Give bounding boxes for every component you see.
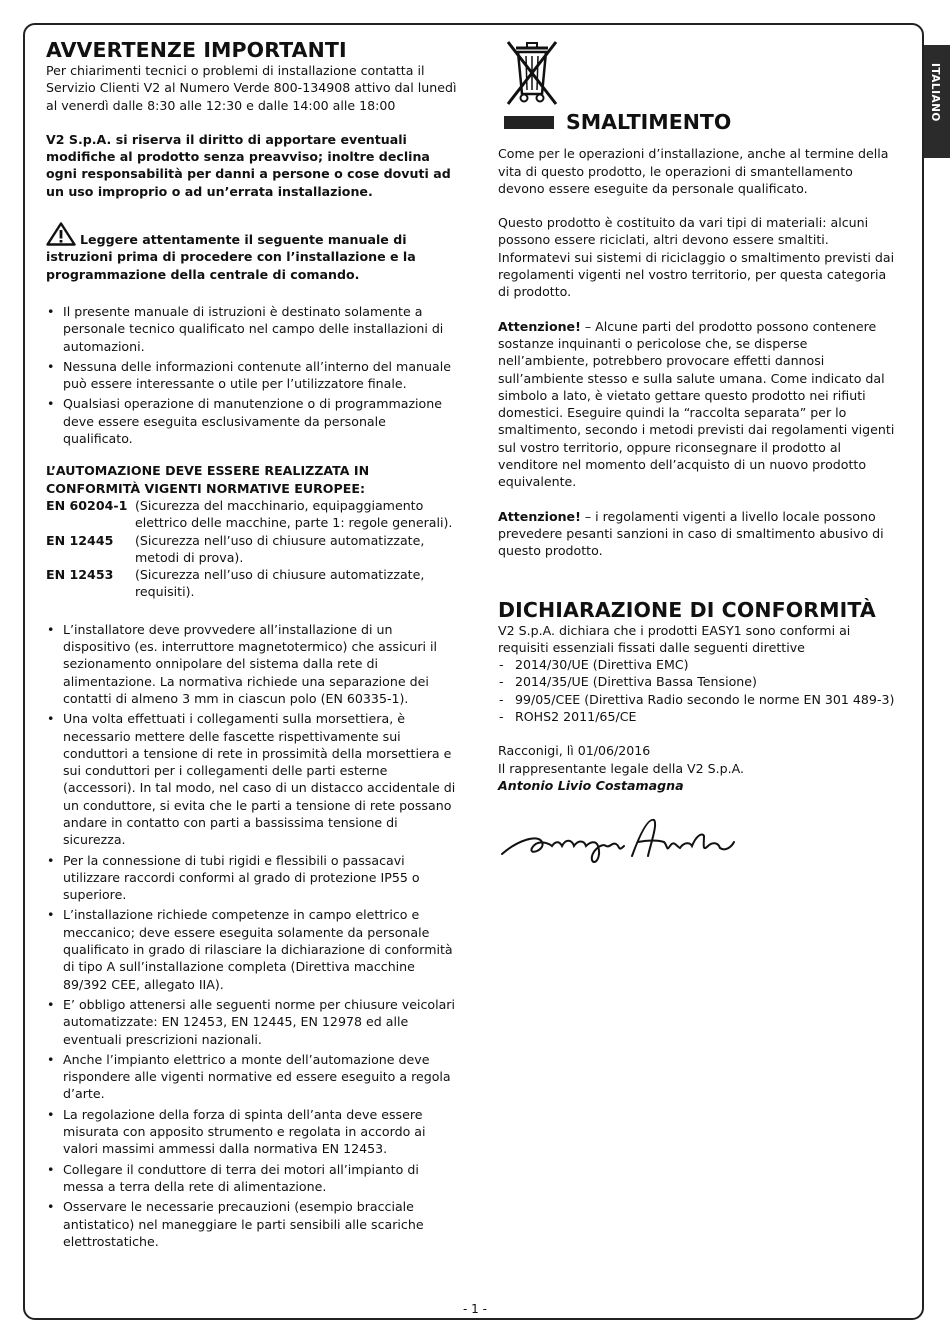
disclaimer-text: V2 S.p.A. si riserva il diritto di apportare eventuali modifiche al prodotto senza preavviso; inoltre declina ogni responsabilità per danni a persone o cose dovuti ad un uso improprio o ad un’errata installazione. — [46, 131, 451, 199]
list-item: • Il presente manuale di istruzioni è destinato solamente a personale tecnico qualificato nel campo delle installazioni di automazioni. — [46, 303, 458, 355]
declaration-intro: V2 S.p.A. dichiara che i prodotti EASY1 sono conformi ai requisiti essenziali fissati dalle seguenti direttive — [498, 622, 851, 655]
list-item: • L’installatore deve provvedere all’installazione di un dispositivo (es. interruttore magnetotermico) che assicuri il sezionamento onnipolare del sistema dalla rete di alimentazione. La normativa richiede una separazione dei contatti di almeno 3 mm in ciascun polo (EN 60335-1). — [46, 621, 458, 707]
list-item: - 99/05/CEE (Direttiva Radio secondo le norme EN 301 489-3) — [498, 691, 898, 708]
list-item: • Osservare le necessarie precauzioni (esempio bracciale antistatico) nel maneggiare le parti sensibili alle scariche elettrostatiche. — [46, 1198, 458, 1250]
directives-list — [498, 656, 898, 725]
attention-paragraph-2 — [498, 508, 898, 560]
norm-row — [46, 532, 458, 567]
list-item: - 2014/30/UE (Direttiva EMC) — [498, 656, 898, 673]
norm-row — [46, 566, 458, 601]
disposal-title: SMALTIMENTO — [566, 110, 732, 134]
list-item: - 2014/35/UE (Direttiva Bassa Tensione) — [498, 673, 898, 690]
norm-description: (Sicurezza nell’uso di chiusure automatizzate, metodi di prova). — [135, 532, 425, 565]
right-column — [498, 38, 898, 872]
declaration-title: DICHIARAZIONE DI CONFORMITÀ — [498, 597, 876, 622]
page-number: - 1 - — [463, 1302, 487, 1316]
list-item: • Nessuna delle informazioni contenute all’interno del manuale può essere interessante o utile per l’utilizzatore finale. — [46, 358, 458, 393]
legal-representative: Il rappresentante legale della V2 S.p.A. — [498, 760, 745, 776]
norm-description: (Sicurezza nell’uso di chiusure automatizzate, requisiti). — [135, 567, 425, 600]
crossed-bin-icon — [502, 38, 562, 110]
list-item: - ROHS2 2011/65/CE — [498, 708, 898, 725]
place-date: Racconigi, lì 01/06/2016 — [498, 743, 651, 759]
norm-code: EN 12453 — [46, 567, 114, 583]
language-tab-label: ITALIANO — [929, 63, 941, 122]
list-item: • Anche l’impianto elettrico a monte dell’automazione deve rispondere alle vigenti normative ed essere eseguito a regola d’arte. — [46, 1051, 458, 1103]
norm-description: (Sicurezza del macchinario, equipaggiamento elettrico delle macchine, parte 1: regole generali). — [135, 497, 453, 531]
list-item: • Una volta effettuati i collegamenti sulla morsettiera, è necessario mettere delle fascette rispettivamente sui conduttori a tensione di rete in prossimità della morsettiera e sui conduttori per i collegamenti delle parti esterne (accessori). In tal modo, nel caso di un distacco accidentale di un conduttore, si evita che le parti a tensione di rete possano andare in contatto con parti a bassissima tensione di sicurezza. — [46, 710, 458, 848]
list-item: • Qualsiasi operazione di manutenzione o di programmazione deve essere eseguita esclusivamente da personale qualificato. — [46, 395, 458, 447]
list-item: • E’ obbligo attenersi alle seguenti norme per chiusure veicolari automatizzate: EN 12453, EN 12445, EN 12978 ed alle eventuali prescrizioni nazionali. — [46, 996, 458, 1048]
bullet-list-1 — [46, 303, 458, 447]
attention-label-2: Attenzione! — [498, 508, 581, 524]
intro-text: Per chiarimenti tecnici o problemi di installazione contatta il Servizio Clienti V2 al Numero Verde 800-134908 attivo dal lunedì al venerdì dalle 8:30 alle 12:30 e dalle 14:00 alle 18:00 — [46, 63, 457, 113]
disposal-heading-row — [498, 110, 898, 134]
attention-label-1: Attenzione! — [498, 318, 581, 334]
attention-text-2: – i regolamenti vigenti a livello locale possono prevedere pesanti sanzioni in caso di smaltimento abusivo di questo prodotto. — [498, 508, 884, 559]
norm-row — [46, 497, 458, 532]
norm-code: EN 12445 — [46, 532, 114, 548]
norm-code: EN 60204-1 — [46, 497, 128, 513]
disposal-paragraph-2: Questo prodotto è costituito da vari tipi di materiali: alcuni possono essere riciclati, altri devono essere smaltiti. Informatevi sui sistemi di riciclaggio o smaltimento previsti dai regolamenti vigenti nel vostro territorio, per questa categoria di prodotto. — [498, 215, 895, 300]
signer-name: Antonio Livio Costamagna — [498, 777, 684, 793]
list-item: • La regolazione della forza di spinta dell’anta deve essere misurata con apposito strumento e regolata in accordo ai valori massimi ammessi dalla normativa EN 12453. — [46, 1106, 458, 1158]
left-column — [46, 38, 458, 1253]
warning-text: Leggere attentamente il seguente manuale di istruzioni prima di procedere con l’installazione e la programmazione della centrale di comando. — [46, 232, 416, 282]
list-item: • Collegare il conduttore di terra dei motori all’impianto di messa a terra della rete di alimentazione. — [46, 1161, 458, 1196]
heading-bar — [504, 116, 554, 129]
warnings-title: AVVERTENZE IMPORTANTI — [46, 38, 347, 62]
bullet-list-2 — [46, 621, 458, 1250]
warning-paragraph — [46, 222, 458, 283]
list-item: • L’installazione richiede competenze in campo elettrico e meccanico; deve essere eseguita solamente da personale qualificato in grado di rilasciare la dichiarazione di conformità di tipo A sull’installazione completa (Direttiva macchine 89/392 CEE, allegato IIA). — [46, 906, 458, 992]
handwritten-signature — [498, 812, 738, 872]
warning-triangle-icon — [46, 222, 76, 246]
language-tab — [924, 45, 950, 158]
attention-text-1: – Alcune parti del prodotto possono contenere sostanze inquinanti o pericolose che, se disperse nell’ambiente, potrebbero provocare effetti dannosi sull’ambiente stesso e sulla salute umana. Come indicato dal simbolo a lato, è vietato gettare questo prodotto nei rifiuti domestici. Eseguire quindi la “raccolta separata” per lo smaltimento, secondo i metodi previsti dai regolamenti vigenti sul vostro territorio, oppure riconsegnare il prodotto al venditore nel momento dell’acquisto di un nuovo prodotto equivalente. — [498, 318, 895, 490]
list-item: • Per la connessione di tubi rigidi e flessibili o passacavi utilizzare raccordi conformi al grado di protezione IP55 o superiore. — [46, 852, 458, 904]
norms-heading: L’AUTOMAZIONE DEVE ESSERE REALIZZATA IN CONFORMITÀ VIGENTI NORMATIVE EUROPEE: — [46, 463, 370, 496]
disposal-paragraph-1: Come per le operazioni d’installazione, anche al termine della vita di questo prodotto, le operazioni di smantellamento devono essere eseguite da personale qualificato. — [498, 146, 889, 196]
attention-paragraph-1 — [498, 318, 898, 491]
norms-list — [46, 497, 458, 601]
